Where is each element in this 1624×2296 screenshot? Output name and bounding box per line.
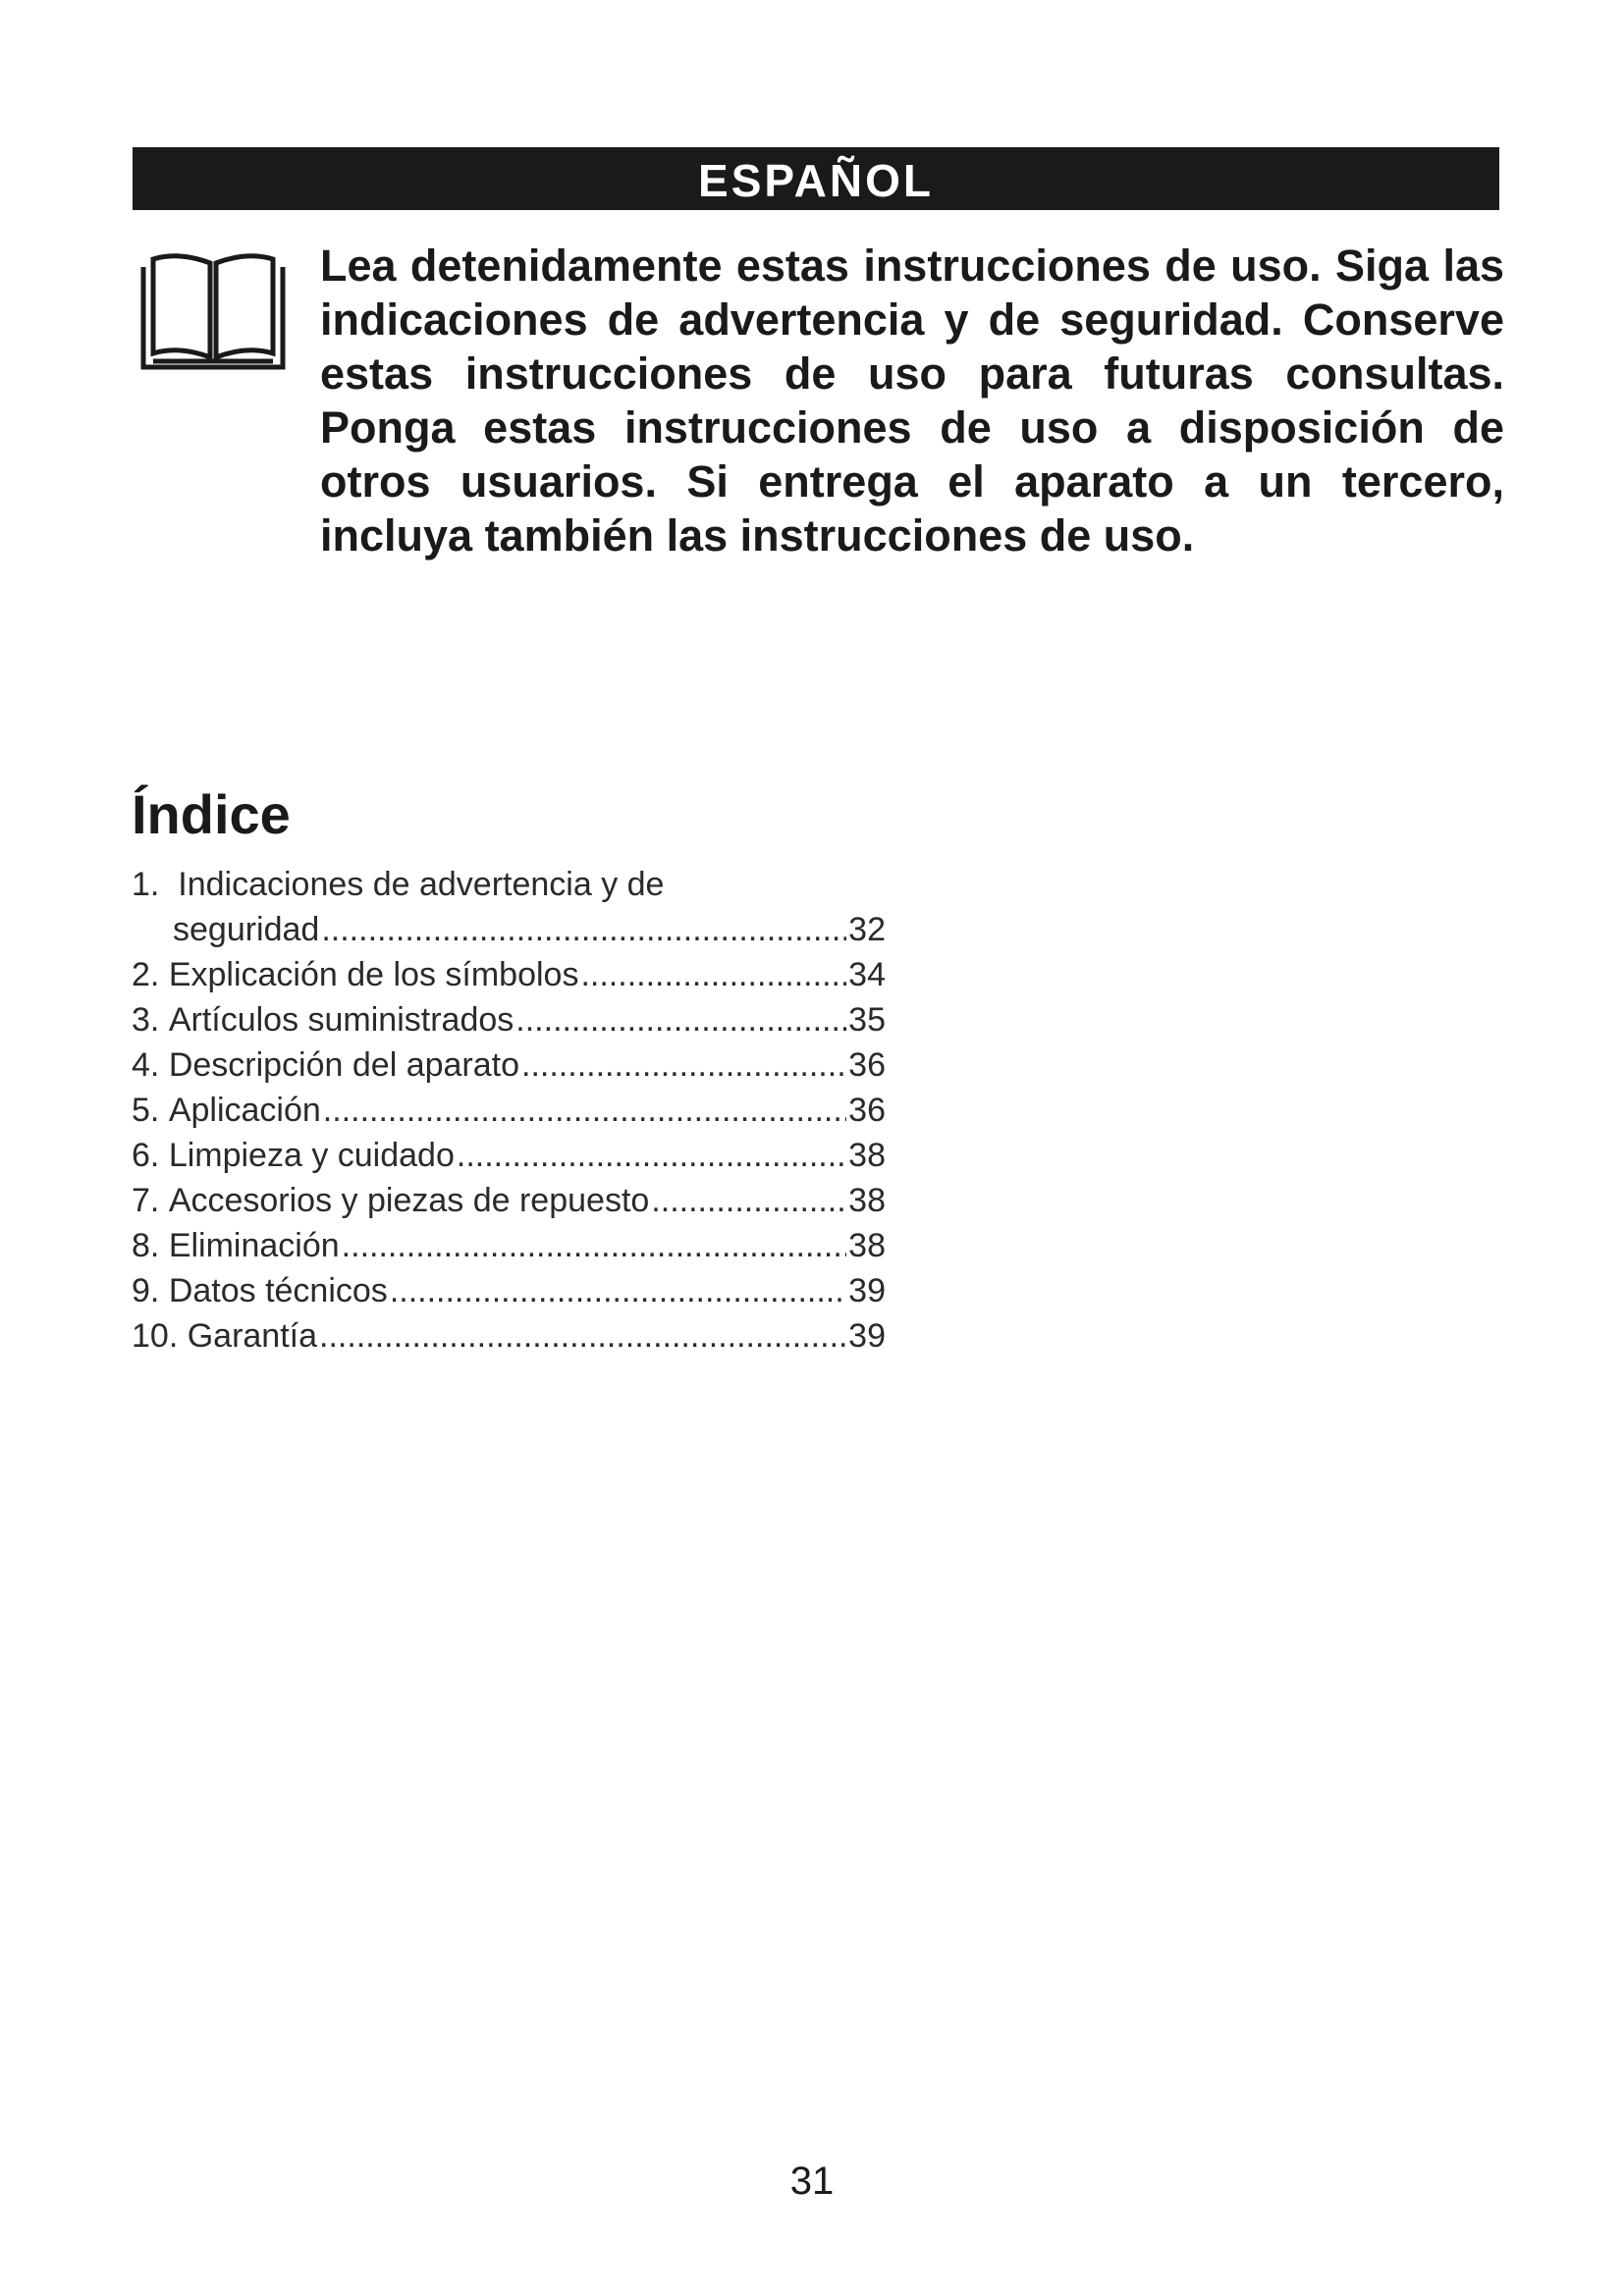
toc-item-page: 39 (848, 1272, 886, 1309)
toc-item-label: Limpieza y cuidado (168, 1137, 455, 1174)
toc-item-3[interactable] (132, 997, 886, 1042)
table-of-contents (132, 862, 886, 1359)
toc-item-label: Explicación de los símbolos (168, 956, 579, 993)
toc-leader-dots (515, 997, 846, 1042)
toc-item-page: 36 (848, 1046, 886, 1084)
toc-item-label: Aplicación (168, 1092, 321, 1129)
toc-title: Índice (132, 783, 291, 845)
toc-item-page: 38 (848, 1137, 886, 1174)
toc-item-page: 32 (848, 911, 886, 948)
toc-item-number: 4. (132, 1046, 169, 1084)
toc-leader-dots (319, 1313, 846, 1359)
toc-item-5[interactable] (132, 1088, 886, 1133)
toc-item-number: 6. (132, 1137, 169, 1174)
toc-item-number: 8. (132, 1227, 169, 1264)
toc-leader-dots (580, 952, 846, 997)
toc-item-page: 36 (848, 1092, 886, 1129)
toc-item-number: 1. (132, 866, 179, 903)
toc-item-6[interactable] (132, 1133, 886, 1178)
toc-leader-dots (457, 1133, 846, 1178)
toc-item-7[interactable] (132, 1178, 886, 1223)
toc-item-1-line1[interactable] (132, 862, 886, 907)
page-number: 31 (789, 2160, 835, 2203)
toc-leader-dots (651, 1178, 846, 1223)
toc-item-number: 7. (132, 1182, 169, 1219)
toc-leader-dots (321, 907, 846, 952)
toc-leader-dots (323, 1088, 846, 1133)
toc-item-label: Indicaciones de advertencia y de (178, 866, 665, 903)
toc-item-number: 5. (132, 1092, 169, 1129)
toc-item-number: 9. (132, 1272, 169, 1309)
toc-item-number: 10. (132, 1317, 188, 1355)
toc-item-page: 38 (848, 1227, 886, 1264)
toc-item-label: Descripción del aparato (168, 1046, 520, 1084)
language-header (133, 147, 1499, 210)
toc-item-number: 2. (132, 956, 169, 993)
toc-item-1[interactable] (132, 907, 886, 952)
language-label: ESPAÑOL (698, 155, 934, 206)
toc-item-label: Eliminación (168, 1227, 340, 1264)
toc-item-4[interactable] (132, 1042, 886, 1088)
toc-item-label: Accesorios y piezas de repuesto (168, 1182, 650, 1219)
toc-item-8[interactable] (132, 1223, 886, 1268)
toc-item-page: 38 (848, 1182, 886, 1219)
toc-item-page: 39 (848, 1317, 886, 1355)
book-icon (139, 245, 287, 373)
toc-item-2[interactable] (132, 952, 886, 997)
intro-paragraph: Lea detenidamente estas instrucciones de uso. Siga las indicaciones de advertencia y de seguridad. Conserve estas instrucciones de uso para futuras consultas. Ponga estas instrucciones de uso a disposición de otros usuarios. Si entrega el aparato a un tercero, incluya también las instrucciones de uso. (320, 240, 1504, 561)
toc-item-10[interactable] (132, 1313, 886, 1359)
toc-leader-dots (342, 1223, 847, 1268)
toc-item-number: 3. (132, 1001, 169, 1039)
toc-item-label: Datos técnicos (168, 1272, 388, 1309)
toc-item-9[interactable] (132, 1268, 886, 1313)
toc-item-page: 34 (848, 956, 886, 993)
toc-item-label: seguridad (173, 911, 320, 948)
toc-leader-dots (521, 1042, 846, 1088)
toc-item-label: Artículos suministrados (168, 1001, 514, 1039)
toc-item-page: 35 (848, 1001, 886, 1039)
toc-item-label: Garantía (187, 1317, 318, 1355)
toc-leader-dots (390, 1268, 846, 1313)
